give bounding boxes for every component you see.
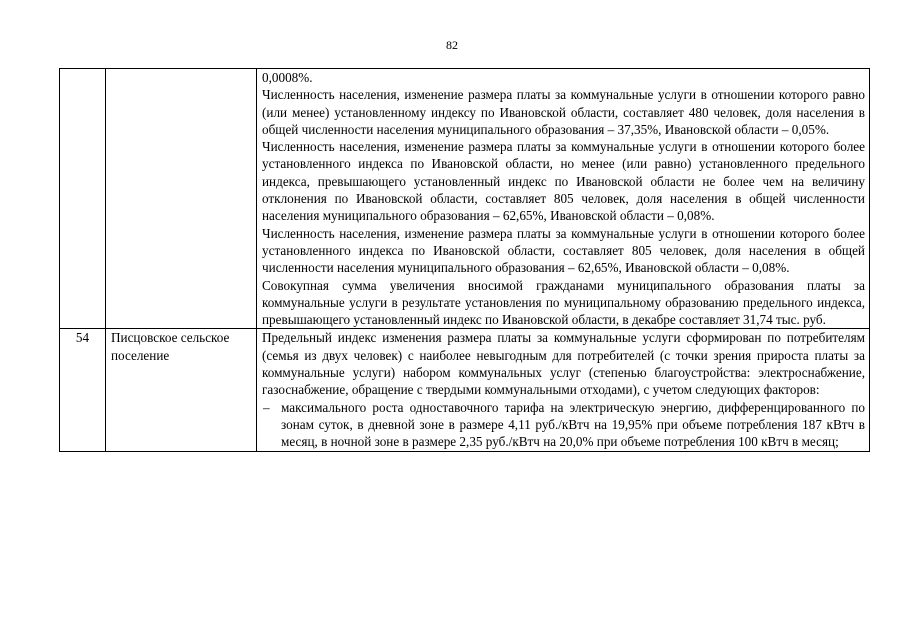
table-row-continuation — [60, 69, 870, 329]
paragraph: Численность населения, изменение размера платы за коммунальные услуги в отношении которого равно (или менее) установленному индексу по Ивановской области, составляет 480 человек, доля населения в общей численности населения муниципального образования – 37,35%, Ивановской области – 0,05%. — [262, 87, 865, 137]
row-number-cell — [60, 69, 106, 329]
paragraph: Численность населения, изменение размера платы за коммунальные услуги в отношении которого более установленного индекса по Ивановской области, но менее (или равно) установленного предельного индекса, превышающего установленный индекс по Ивановской области не более чем на величину отклонения по Ивановской области, составляет 805 человек, доля населения в общей численности населения муниципального образования – 62,65%, Ивановской области – 0,08%. — [262, 139, 865, 224]
list-item — [262, 399, 865, 451]
dash-bullet: – — [263, 399, 270, 415]
municipality-name-cell: Писцовское сельское поселение — [106, 329, 257, 451]
paragraph: Предельный индекс изменения размера платы за коммунальные услуги сформирован по потребителям (семья из двух человек) с наиболее невыгодным для потребителей (с точки зрения прироста платы за коммунальные услуги) набором коммунальных услуг (степенью благоустройства: электроснабжение, газоснабжение, обращение с твердыми коммунальными отходами), с учетом следующих факторов: — [262, 330, 865, 398]
page-number: 82 — [446, 38, 458, 52]
paragraph: 0,0008%. — [262, 70, 313, 85]
factor-list — [262, 399, 865, 451]
paragraph: Совокупная сумма увеличения вносимой гражданами муниципального образования платы за коммунальные услуги в результате установления по муниципальному образованию предельного индекса, превышающего установленный индекс по Ивановской области, в декабре составляет 31,74 тыс. руб. — [262, 277, 865, 328]
table-row-54 — [60, 329, 870, 451]
list-item-text: максимального роста одноставочного тарифа на электрическую энергию, дифференцированного по зонам суток, в дневной зоне в размере 4,11 руб./кВтч на 19,95% при объеме потребления 187 кВтч в месяц, в ночной зоне в размере 2,35 руб./кВтч на 20,0% при объеме потребления 100 кВтч в месяц; — [281, 399, 865, 450]
description-cell — [257, 329, 870, 451]
description-cell — [257, 69, 870, 329]
row-number-cell: 54 — [60, 329, 106, 451]
municipal-table — [59, 68, 870, 452]
paragraph: Численность населения, изменение размера платы за коммунальные услуги в отношении которого более установленного индекса по Ивановской области, составляет 805 человек, доля населения в общей численности населения муниципального образования – 62,65%, Ивановской области – 0,08%. — [262, 225, 865, 276]
municipality-name-cell — [106, 69, 257, 329]
